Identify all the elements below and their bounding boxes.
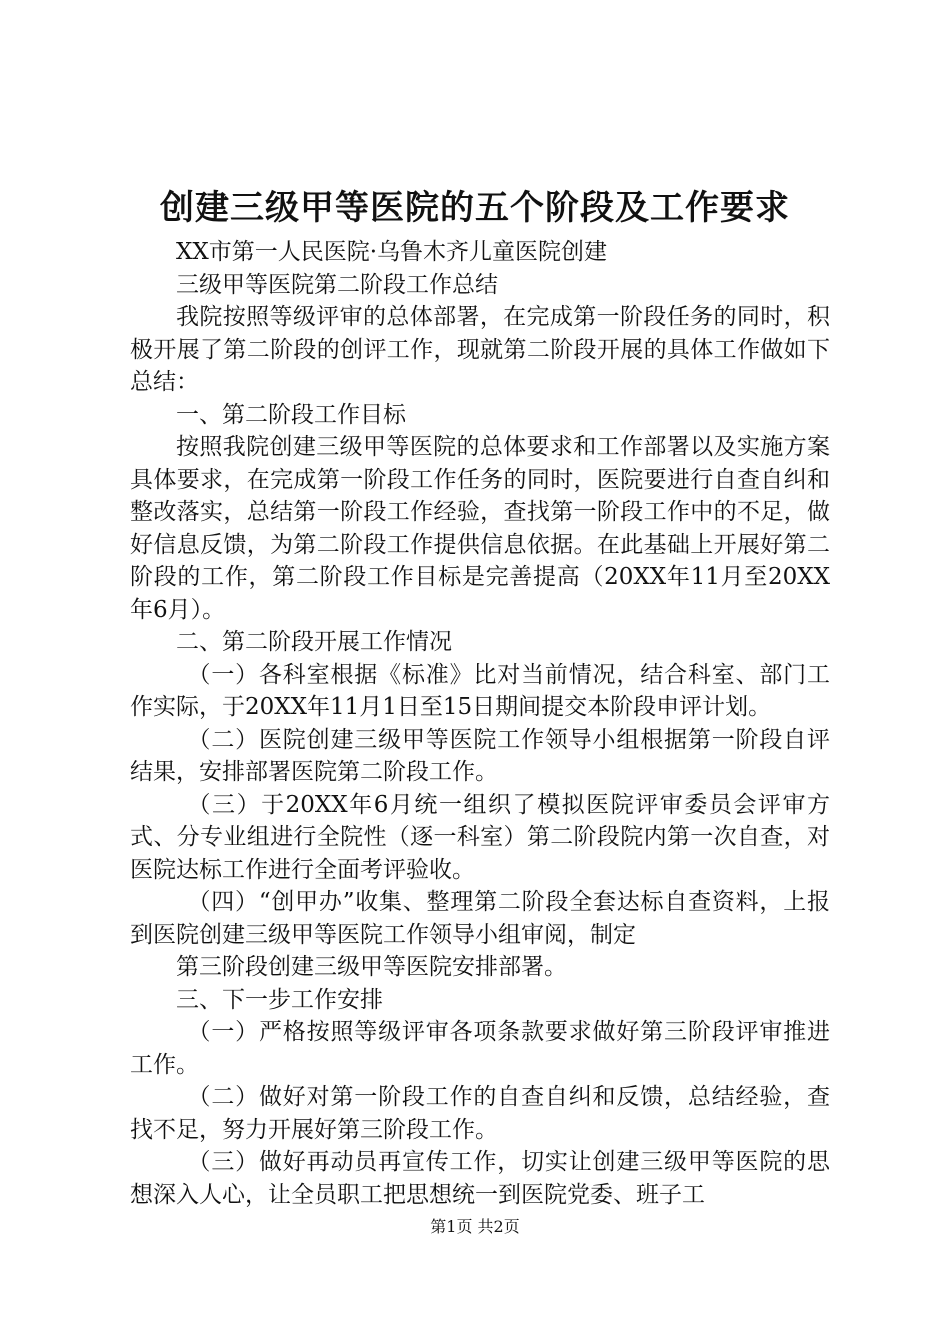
paragraph-intro: 我院按照等级评审的总体部署，在完成第一阶段任务的同时，积极开展了第二阶段的创评工作，现就第二阶段开展的具体工作做如下总结： [130, 304, 830, 395]
paragraph-item-2-4-continued: 第三阶段创建三级甲等医院安排部署。 [176, 954, 567, 980]
section-heading-3: 三、下一步工作安排 [176, 986, 383, 1013]
paragraph-item-2-1: （一）各科室根据《标准》比对当前情况，结合科室、部门工作实际，于20XX年11月1日至15日期间提交本阶段申评计划。 [130, 661, 830, 720]
paragraph-item-2-2: （二）医院创建三级甲等医院工作领导小组根据第一阶段自评结果，安排部署医院第二阶段工作。 [130, 726, 830, 785]
paragraph-item-3-1: （一）严格按照等级评审各项条款要求做好第三阶段评审推进工作。 [130, 1019, 830, 1078]
section-heading-2: 二、第二阶段开展工作情况 [176, 629, 452, 655]
paragraph-section-1: 按照我院创建三级甲等医院的总体要求和工作部署以及实施方案具体要求，在完成第一阶段工作任务的同时，医院要进行自查自纠和整改落实，总结第一阶段工作经验，查找第一阶段工作中的不足，做好信息反馈，为第二阶段工作提供信息依据。在此基础上开展好第二阶段的工作，第二阶段工作目标是完善提高（20XX年11月至20XX年6月）。 [130, 434, 830, 623]
document-body [130, 236, 830, 1211]
document-title: 创建三级甲等医院的五个阶段及工作要求 [160, 188, 790, 228]
paragraph-subtitle-line-2: 三级甲等医院第二阶段工作总结 [176, 271, 498, 298]
paragraph-item-3-3: （三）做好再动员再宣传工作，切实让创建三级甲等医院的思想深入人心，让全员职工把思想统一到医院党委、班子工 [130, 1149, 830, 1208]
paragraph-item-2-3: （三）于20XX年6月统一组织了模拟医院评审委员会评审方式、分专业组进行全院性（逐一科室）第二阶段院内第一次自查，对医院达标工作进行全面考评验收。 [130, 791, 830, 883]
paragraph-item-2-4: （四）“创甲办”收集、整理第二阶段全套达标自查资料，上报到医院创建三级甲等医院工作领导小组审阅，制定 [130, 889, 830, 948]
paragraph-subtitle-line-1: XX市第一人民医院·乌鲁木齐儿童医院创建 [176, 239, 608, 265]
paragraph-item-3-2: （二）做好对第一阶段工作的自查自纠和反馈，总结经验，查找不足，努力开展好第三阶段工作。 [130, 1084, 830, 1143]
page-number-footer: 第1页 共2页 [430, 1217, 520, 1236]
section-heading-1: 一、第二阶段工作目标 [176, 401, 406, 428]
